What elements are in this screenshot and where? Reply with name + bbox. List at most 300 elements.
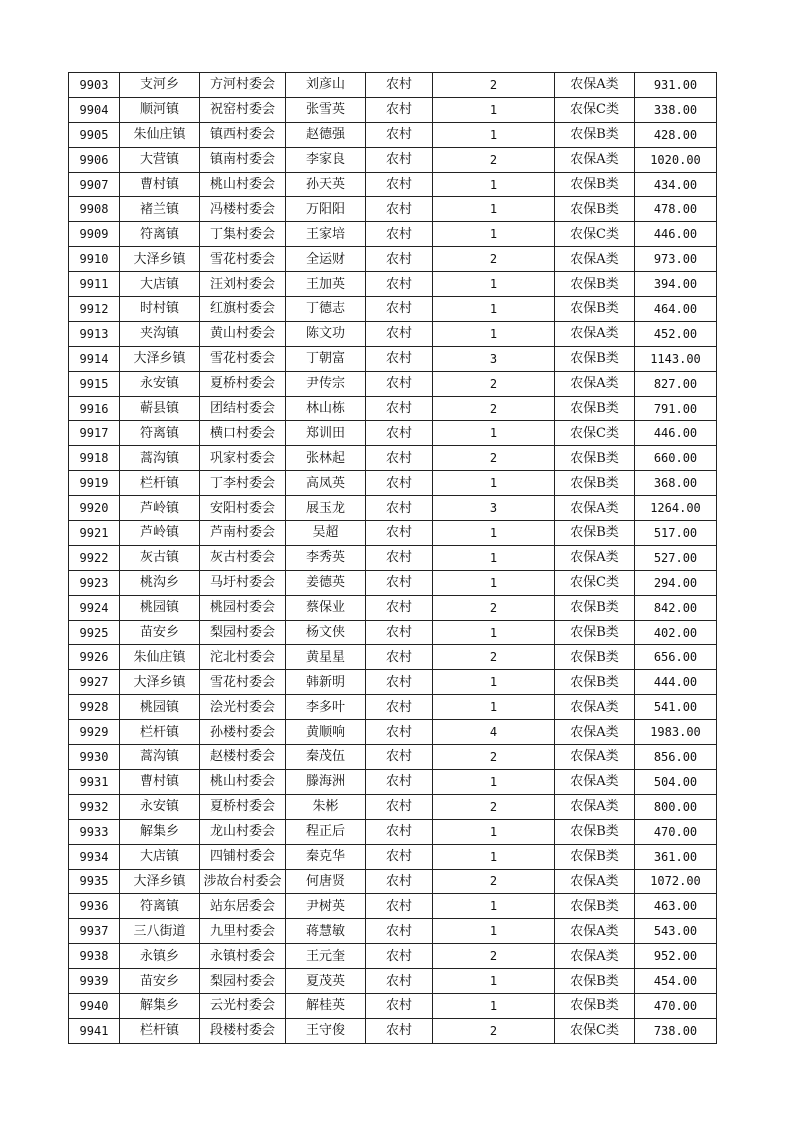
town-cell: 桃沟乡 bbox=[120, 570, 200, 595]
area-type-cell: 农村 bbox=[366, 421, 433, 446]
serial-number-cell: 9939 bbox=[69, 969, 120, 994]
person-name-cell: 高凤英 bbox=[286, 471, 366, 496]
serial-number-cell: 9927 bbox=[69, 670, 120, 695]
insurance-category-cell: 农保A类 bbox=[555, 769, 635, 794]
table-row bbox=[69, 993, 717, 1018]
table-row bbox=[69, 222, 717, 247]
household-count-cell: 1 bbox=[433, 919, 555, 944]
insurance-category-cell: 农保A类 bbox=[555, 321, 635, 346]
town-cell: 大泽乡镇 bbox=[120, 346, 200, 371]
village-committee-cell: 桃山村委会 bbox=[200, 769, 286, 794]
table-row bbox=[69, 595, 717, 620]
town-cell: 褚兰镇 bbox=[120, 197, 200, 222]
serial-number-cell: 9923 bbox=[69, 570, 120, 595]
person-name-cell: 韩新明 bbox=[286, 670, 366, 695]
table-row bbox=[69, 695, 717, 720]
area-type-cell: 农村 bbox=[366, 919, 433, 944]
town-cell: 苗安乡 bbox=[120, 969, 200, 994]
area-type-cell: 农村 bbox=[366, 346, 433, 371]
serial-number-cell: 9920 bbox=[69, 496, 120, 521]
table-row bbox=[69, 73, 717, 98]
amount-cell: 842.00 bbox=[635, 595, 717, 620]
amount-cell: 452.00 bbox=[635, 321, 717, 346]
area-type-cell: 农村 bbox=[366, 272, 433, 297]
table-row bbox=[69, 570, 717, 595]
serial-number-cell: 9928 bbox=[69, 695, 120, 720]
area-type-cell: 农村 bbox=[366, 545, 433, 570]
person-name-cell: 刘彦山 bbox=[286, 73, 366, 98]
table-row bbox=[69, 794, 717, 819]
town-cell: 蒿沟镇 bbox=[120, 446, 200, 471]
town-cell: 符离镇 bbox=[120, 222, 200, 247]
amount-cell: 1143.00 bbox=[635, 346, 717, 371]
serial-number-cell: 9935 bbox=[69, 869, 120, 894]
village-committee-cell: 祝窑村委会 bbox=[200, 97, 286, 122]
town-cell: 芦岭镇 bbox=[120, 521, 200, 546]
insurance-category-cell: 农保A类 bbox=[555, 545, 635, 570]
town-cell: 栏杆镇 bbox=[120, 720, 200, 745]
town-cell: 大泽乡镇 bbox=[120, 869, 200, 894]
person-name-cell: 吴超 bbox=[286, 521, 366, 546]
area-type-cell: 农村 bbox=[366, 969, 433, 994]
village-committee-cell: 横口村委会 bbox=[200, 421, 286, 446]
table-body bbox=[69, 73, 717, 1044]
person-name-cell: 李秀英 bbox=[286, 545, 366, 570]
person-name-cell: 何唐贤 bbox=[286, 869, 366, 894]
amount-cell: 952.00 bbox=[635, 944, 717, 969]
person-name-cell: 黄星星 bbox=[286, 645, 366, 670]
insurance-category-cell: 农保A类 bbox=[555, 720, 635, 745]
table-row bbox=[69, 521, 717, 546]
table-row bbox=[69, 471, 717, 496]
table-row bbox=[69, 297, 717, 322]
village-committee-cell: 沱北村委会 bbox=[200, 645, 286, 670]
serial-number-cell: 9907 bbox=[69, 172, 120, 197]
person-name-cell: 朱彬 bbox=[286, 794, 366, 819]
amount-cell: 463.00 bbox=[635, 894, 717, 919]
serial-number-cell: 9932 bbox=[69, 794, 120, 819]
household-count-cell: 1 bbox=[433, 172, 555, 197]
table-row bbox=[69, 97, 717, 122]
insurance-category-cell: 农保B类 bbox=[555, 172, 635, 197]
area-type-cell: 农村 bbox=[366, 869, 433, 894]
amount-cell: 738.00 bbox=[635, 1018, 717, 1043]
village-committee-cell: 马圩村委会 bbox=[200, 570, 286, 595]
household-count-cell: 1 bbox=[433, 122, 555, 147]
town-cell: 大店镇 bbox=[120, 844, 200, 869]
area-type-cell: 农村 bbox=[366, 321, 433, 346]
area-type-cell: 农村 bbox=[366, 769, 433, 794]
serial-number-cell: 9926 bbox=[69, 645, 120, 670]
person-name-cell: 赵德强 bbox=[286, 122, 366, 147]
serial-number-cell: 9919 bbox=[69, 471, 120, 496]
table-row bbox=[69, 844, 717, 869]
household-count-cell: 3 bbox=[433, 346, 555, 371]
table-row bbox=[69, 371, 717, 396]
insurance-category-cell: 农保B类 bbox=[555, 894, 635, 919]
amount-cell: 660.00 bbox=[635, 446, 717, 471]
insurance-category-cell: 农保A类 bbox=[555, 919, 635, 944]
person-name-cell: 秦茂伍 bbox=[286, 745, 366, 770]
village-committee-cell: 梨园村委会 bbox=[200, 969, 286, 994]
person-name-cell: 蔡保业 bbox=[286, 595, 366, 620]
insurance-category-cell: 农保A类 bbox=[555, 73, 635, 98]
table-row bbox=[69, 545, 717, 570]
amount-cell: 973.00 bbox=[635, 247, 717, 272]
serial-number-cell: 9909 bbox=[69, 222, 120, 247]
serial-number-cell: 9934 bbox=[69, 844, 120, 869]
amount-cell: 402.00 bbox=[635, 620, 717, 645]
area-type-cell: 农村 bbox=[366, 297, 433, 322]
village-committee-cell: 永镇村委会 bbox=[200, 944, 286, 969]
amount-cell: 368.00 bbox=[635, 471, 717, 496]
household-count-cell: 2 bbox=[433, 73, 555, 98]
town-cell: 三八街道 bbox=[120, 919, 200, 944]
household-count-cell: 2 bbox=[433, 595, 555, 620]
table-row bbox=[69, 446, 717, 471]
serial-number-cell: 9931 bbox=[69, 769, 120, 794]
table-row bbox=[69, 122, 717, 147]
insurance-category-cell: 农保C类 bbox=[555, 421, 635, 446]
insurance-category-cell: 农保B类 bbox=[555, 297, 635, 322]
table-row bbox=[69, 620, 717, 645]
village-committee-cell: 浍光村委会 bbox=[200, 695, 286, 720]
household-count-cell: 2 bbox=[433, 446, 555, 471]
table-row bbox=[69, 172, 717, 197]
town-cell: 解集乡 bbox=[120, 993, 200, 1018]
village-committee-cell: 芦南村委会 bbox=[200, 521, 286, 546]
town-cell: 符离镇 bbox=[120, 421, 200, 446]
serial-number-cell: 9924 bbox=[69, 595, 120, 620]
amount-cell: 454.00 bbox=[635, 969, 717, 994]
insurance-category-cell: 农保B类 bbox=[555, 595, 635, 620]
household-count-cell: 2 bbox=[433, 147, 555, 172]
area-type-cell: 农村 bbox=[366, 944, 433, 969]
serial-number-cell: 9938 bbox=[69, 944, 120, 969]
insurance-category-cell: 农保A类 bbox=[555, 695, 635, 720]
amount-cell: 294.00 bbox=[635, 570, 717, 595]
amount-cell: 791.00 bbox=[635, 396, 717, 421]
amount-cell: 504.00 bbox=[635, 769, 717, 794]
village-committee-cell: 灰古村委会 bbox=[200, 545, 286, 570]
area-type-cell: 农村 bbox=[366, 993, 433, 1018]
village-committee-cell: 团结村委会 bbox=[200, 396, 286, 421]
town-cell: 曹村镇 bbox=[120, 172, 200, 197]
serial-number-cell: 9936 bbox=[69, 894, 120, 919]
table-row bbox=[69, 894, 717, 919]
serial-number-cell: 9918 bbox=[69, 446, 120, 471]
person-name-cell: 丁朝富 bbox=[286, 346, 366, 371]
person-name-cell: 蒋慧敏 bbox=[286, 919, 366, 944]
town-cell: 灰古镇 bbox=[120, 545, 200, 570]
village-committee-cell: 镇南村委会 bbox=[200, 147, 286, 172]
table-row bbox=[69, 496, 717, 521]
person-name-cell: 秦克华 bbox=[286, 844, 366, 869]
village-committee-cell: 云光村委会 bbox=[200, 993, 286, 1018]
person-name-cell: 杨文侠 bbox=[286, 620, 366, 645]
amount-cell: 361.00 bbox=[635, 844, 717, 869]
serial-number-cell: 9937 bbox=[69, 919, 120, 944]
serial-number-cell: 9908 bbox=[69, 197, 120, 222]
household-count-cell: 1 bbox=[433, 197, 555, 222]
household-count-cell: 1 bbox=[433, 844, 555, 869]
serial-number-cell: 9911 bbox=[69, 272, 120, 297]
person-name-cell: 王家培 bbox=[286, 222, 366, 247]
insurance-category-cell: 农保B类 bbox=[555, 521, 635, 546]
table-row bbox=[69, 421, 717, 446]
area-type-cell: 农村 bbox=[366, 745, 433, 770]
town-cell: 曹村镇 bbox=[120, 769, 200, 794]
village-committee-cell: 夏桥村委会 bbox=[200, 794, 286, 819]
insurance-category-cell: 农保A类 bbox=[555, 869, 635, 894]
insurance-category-cell: 农保C类 bbox=[555, 1018, 635, 1043]
person-name-cell: 展玉龙 bbox=[286, 496, 366, 521]
area-type-cell: 农村 bbox=[366, 894, 433, 919]
table-row bbox=[69, 670, 717, 695]
person-name-cell: 王守俊 bbox=[286, 1018, 366, 1043]
serial-number-cell: 9922 bbox=[69, 545, 120, 570]
household-count-cell: 2 bbox=[433, 1018, 555, 1043]
person-name-cell: 李家良 bbox=[286, 147, 366, 172]
household-count-cell: 1 bbox=[433, 620, 555, 645]
area-type-cell: 农村 bbox=[366, 122, 433, 147]
person-name-cell: 郑训田 bbox=[286, 421, 366, 446]
table-row bbox=[69, 769, 717, 794]
serial-number-cell: 9915 bbox=[69, 371, 120, 396]
person-name-cell: 尹树英 bbox=[286, 894, 366, 919]
household-count-cell: 1 bbox=[433, 521, 555, 546]
household-count-cell: 1 bbox=[433, 97, 555, 122]
records-table bbox=[68, 72, 717, 1044]
village-committee-cell: 赵楼村委会 bbox=[200, 745, 286, 770]
amount-cell: 1072.00 bbox=[635, 869, 717, 894]
insurance-category-cell: 农保A类 bbox=[555, 745, 635, 770]
insurance-category-cell: 农保B类 bbox=[555, 446, 635, 471]
person-name-cell: 张雪英 bbox=[286, 97, 366, 122]
area-type-cell: 农村 bbox=[366, 471, 433, 496]
area-type-cell: 农村 bbox=[366, 595, 433, 620]
table-row bbox=[69, 272, 717, 297]
insurance-category-cell: 农保B类 bbox=[555, 969, 635, 994]
household-count-cell: 1 bbox=[433, 272, 555, 297]
serial-number-cell: 9906 bbox=[69, 147, 120, 172]
village-committee-cell: 桃园村委会 bbox=[200, 595, 286, 620]
town-cell: 永安镇 bbox=[120, 794, 200, 819]
table-row bbox=[69, 919, 717, 944]
serial-number-cell: 9933 bbox=[69, 819, 120, 844]
household-count-cell: 2 bbox=[433, 745, 555, 770]
town-cell: 桃园镇 bbox=[120, 595, 200, 620]
insurance-category-cell: 农保A类 bbox=[555, 944, 635, 969]
insurance-category-cell: 农保B类 bbox=[555, 844, 635, 869]
town-cell: 解集乡 bbox=[120, 819, 200, 844]
household-count-cell: 1 bbox=[433, 471, 555, 496]
table-row bbox=[69, 745, 717, 770]
person-name-cell: 黄顺响 bbox=[286, 720, 366, 745]
village-committee-cell: 雪花村委会 bbox=[200, 247, 286, 272]
household-count-cell: 1 bbox=[433, 222, 555, 247]
area-type-cell: 农村 bbox=[366, 147, 433, 172]
amount-cell: 541.00 bbox=[635, 695, 717, 720]
area-type-cell: 农村 bbox=[366, 720, 433, 745]
town-cell: 大泽乡镇 bbox=[120, 247, 200, 272]
serial-number-cell: 9904 bbox=[69, 97, 120, 122]
person-name-cell: 孙天英 bbox=[286, 172, 366, 197]
area-type-cell: 农村 bbox=[366, 695, 433, 720]
town-cell: 符离镇 bbox=[120, 894, 200, 919]
town-cell: 大泽乡镇 bbox=[120, 670, 200, 695]
person-name-cell: 丁德志 bbox=[286, 297, 366, 322]
village-committee-cell: 龙山村委会 bbox=[200, 819, 286, 844]
amount-cell: 800.00 bbox=[635, 794, 717, 819]
serial-number-cell: 9912 bbox=[69, 297, 120, 322]
amount-cell: 470.00 bbox=[635, 819, 717, 844]
person-name-cell: 万阳阳 bbox=[286, 197, 366, 222]
town-cell: 桃园镇 bbox=[120, 695, 200, 720]
town-cell: 永镇乡 bbox=[120, 944, 200, 969]
insurance-category-cell: 农保A类 bbox=[555, 247, 635, 272]
village-committee-cell: 汪刘村委会 bbox=[200, 272, 286, 297]
person-name-cell: 夏茂英 bbox=[286, 969, 366, 994]
household-count-cell: 1 bbox=[433, 321, 555, 346]
serial-number-cell: 9910 bbox=[69, 247, 120, 272]
household-count-cell: 2 bbox=[433, 371, 555, 396]
table-row bbox=[69, 869, 717, 894]
serial-number-cell: 9921 bbox=[69, 521, 120, 546]
area-type-cell: 农村 bbox=[366, 645, 433, 670]
insurance-category-cell: 农保A类 bbox=[555, 496, 635, 521]
person-name-cell: 王元奎 bbox=[286, 944, 366, 969]
household-count-cell: 1 bbox=[433, 969, 555, 994]
amount-cell: 827.00 bbox=[635, 371, 717, 396]
serial-number-cell: 9914 bbox=[69, 346, 120, 371]
serial-number-cell: 9917 bbox=[69, 421, 120, 446]
area-type-cell: 农村 bbox=[366, 670, 433, 695]
household-count-cell: 1 bbox=[433, 695, 555, 720]
insurance-category-cell: 农保C类 bbox=[555, 570, 635, 595]
serial-number-cell: 9940 bbox=[69, 993, 120, 1018]
village-committee-cell: 雪花村委会 bbox=[200, 346, 286, 371]
amount-cell: 1264.00 bbox=[635, 496, 717, 521]
amount-cell: 394.00 bbox=[635, 272, 717, 297]
village-committee-cell: 夏桥村委会 bbox=[200, 371, 286, 396]
serial-number-cell: 9941 bbox=[69, 1018, 120, 1043]
table-row bbox=[69, 1018, 717, 1043]
village-committee-cell: 梨园村委会 bbox=[200, 620, 286, 645]
household-count-cell: 1 bbox=[433, 769, 555, 794]
amount-cell: 434.00 bbox=[635, 172, 717, 197]
person-name-cell: 陈文功 bbox=[286, 321, 366, 346]
insurance-category-cell: 农保B类 bbox=[555, 620, 635, 645]
person-name-cell: 姜德英 bbox=[286, 570, 366, 595]
town-cell: 大店镇 bbox=[120, 272, 200, 297]
village-committee-cell: 黄山村委会 bbox=[200, 321, 286, 346]
village-committee-cell: 巩家村委会 bbox=[200, 446, 286, 471]
village-committee-cell: 方河村委会 bbox=[200, 73, 286, 98]
household-count-cell: 4 bbox=[433, 720, 555, 745]
amount-cell: 517.00 bbox=[635, 521, 717, 546]
household-count-cell: 1 bbox=[433, 570, 555, 595]
town-cell: 蕲县镇 bbox=[120, 396, 200, 421]
table-row bbox=[69, 147, 717, 172]
amount-cell: 464.00 bbox=[635, 297, 717, 322]
insurance-category-cell: 农保B类 bbox=[555, 645, 635, 670]
household-count-cell: 2 bbox=[433, 794, 555, 819]
person-name-cell: 王加英 bbox=[286, 272, 366, 297]
town-cell: 朱仙庄镇 bbox=[120, 645, 200, 670]
village-committee-cell: 桃山村委会 bbox=[200, 172, 286, 197]
table-row bbox=[69, 321, 717, 346]
village-committee-cell: 丁李村委会 bbox=[200, 471, 286, 496]
insurance-category-cell: 农保B类 bbox=[555, 993, 635, 1018]
area-type-cell: 农村 bbox=[366, 197, 433, 222]
person-name-cell: 尹传宗 bbox=[286, 371, 366, 396]
town-cell: 大营镇 bbox=[120, 147, 200, 172]
amount-cell: 446.00 bbox=[635, 222, 717, 247]
amount-cell: 543.00 bbox=[635, 919, 717, 944]
insurance-category-cell: 农保B类 bbox=[555, 272, 635, 297]
amount-cell: 856.00 bbox=[635, 745, 717, 770]
table-row bbox=[69, 819, 717, 844]
village-committee-cell: 安阳村委会 bbox=[200, 496, 286, 521]
household-count-cell: 2 bbox=[433, 944, 555, 969]
area-type-cell: 农村 bbox=[366, 844, 433, 869]
area-type-cell: 农村 bbox=[366, 794, 433, 819]
village-committee-cell: 镇西村委会 bbox=[200, 122, 286, 147]
village-committee-cell: 孙楼村委会 bbox=[200, 720, 286, 745]
amount-cell: 446.00 bbox=[635, 421, 717, 446]
household-count-cell: 2 bbox=[433, 396, 555, 421]
household-count-cell: 3 bbox=[433, 496, 555, 521]
insurance-category-cell: 农保B类 bbox=[555, 819, 635, 844]
amount-cell: 470.00 bbox=[635, 993, 717, 1018]
town-cell: 芦岭镇 bbox=[120, 496, 200, 521]
table-row bbox=[69, 944, 717, 969]
area-type-cell: 农村 bbox=[366, 172, 433, 197]
area-type-cell: 农村 bbox=[366, 396, 433, 421]
table-row bbox=[69, 720, 717, 745]
serial-number-cell: 9930 bbox=[69, 745, 120, 770]
village-committee-cell: 丁集村委会 bbox=[200, 222, 286, 247]
area-type-cell: 农村 bbox=[366, 570, 433, 595]
area-type-cell: 农村 bbox=[366, 371, 433, 396]
town-cell: 时村镇 bbox=[120, 297, 200, 322]
amount-cell: 1983.00 bbox=[635, 720, 717, 745]
area-type-cell: 农村 bbox=[366, 247, 433, 272]
household-count-cell: 1 bbox=[433, 545, 555, 570]
village-committee-cell: 涉故台村委会 bbox=[200, 869, 286, 894]
amount-cell: 428.00 bbox=[635, 122, 717, 147]
amount-cell: 931.00 bbox=[635, 73, 717, 98]
insurance-category-cell: 农保B类 bbox=[555, 396, 635, 421]
serial-number-cell: 9905 bbox=[69, 122, 120, 147]
insurance-category-cell: 农保A类 bbox=[555, 371, 635, 396]
table-row bbox=[69, 247, 717, 272]
person-name-cell: 全运财 bbox=[286, 247, 366, 272]
village-committee-cell: 雪花村委会 bbox=[200, 670, 286, 695]
insurance-category-cell: 农保B类 bbox=[555, 670, 635, 695]
village-committee-cell: 四铺村委会 bbox=[200, 844, 286, 869]
household-count-cell: 1 bbox=[433, 819, 555, 844]
area-type-cell: 农村 bbox=[366, 496, 433, 521]
household-count-cell: 1 bbox=[433, 894, 555, 919]
insurance-category-cell: 农保C类 bbox=[555, 97, 635, 122]
household-count-cell: 1 bbox=[433, 993, 555, 1018]
amount-cell: 338.00 bbox=[635, 97, 717, 122]
person-name-cell: 李多叶 bbox=[286, 695, 366, 720]
insurance-category-cell: 农保A类 bbox=[555, 147, 635, 172]
town-cell: 苗安乡 bbox=[120, 620, 200, 645]
